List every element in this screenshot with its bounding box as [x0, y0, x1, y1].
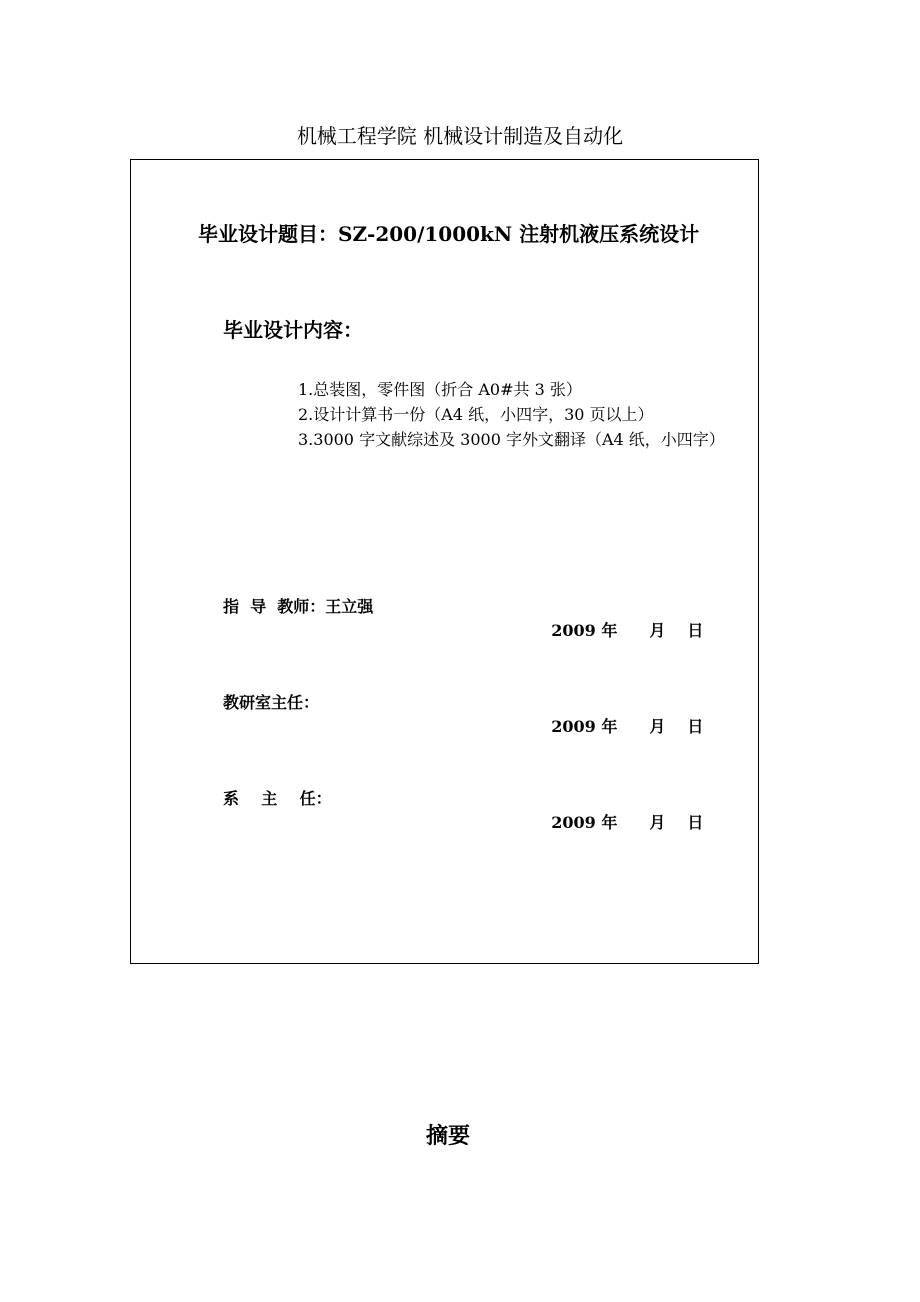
school-major-header: 机械工程学院 机械设计制造及自动化	[296, 124, 624, 148]
content-heading: 毕业设计内容：	[223, 318, 363, 342]
abstract-heading: 摘要	[425, 1123, 470, 1149]
office-director-label: 教研室主任：	[223, 693, 320, 712]
advisor-date	[529, 595, 703, 667]
date-day: 日	[687, 717, 704, 736]
office-director-date	[529, 691, 703, 763]
content-item: 1.总装图，零件图（折合 A0#共 3 张）	[298, 380, 582, 399]
content-item: 2.设计计算书一份（A4 纸，小四字，30 页以上）	[298, 405, 654, 424]
date-day: 日	[687, 813, 704, 832]
content-list	[298, 377, 725, 452]
date-month: 月	[649, 717, 666, 736]
date-month: 月	[649, 813, 666, 832]
date-year: 2009 年	[551, 621, 618, 640]
date-year: 2009 年	[551, 717, 618, 736]
date-day: 日	[687, 621, 704, 640]
department-head-signature-row	[223, 787, 704, 832]
content-item: 3.3000 字文献综述及 3000 字外文翻译（A4 纸，小四字）	[298, 430, 725, 449]
thesis-topic: 毕业设计题目：SZ-200/1000kN 注射机液压系统设计	[198, 222, 700, 246]
department-head-date	[529, 787, 703, 859]
date-year: 2009 年	[551, 813, 618, 832]
date-month: 月	[649, 621, 666, 640]
department-head-label: 系 主 任：	[223, 789, 332, 808]
advisor-label: 指 导 教师：王立强	[223, 597, 374, 616]
office-director-signature-row	[223, 691, 704, 736]
advisor-signature-row	[223, 595, 704, 640]
